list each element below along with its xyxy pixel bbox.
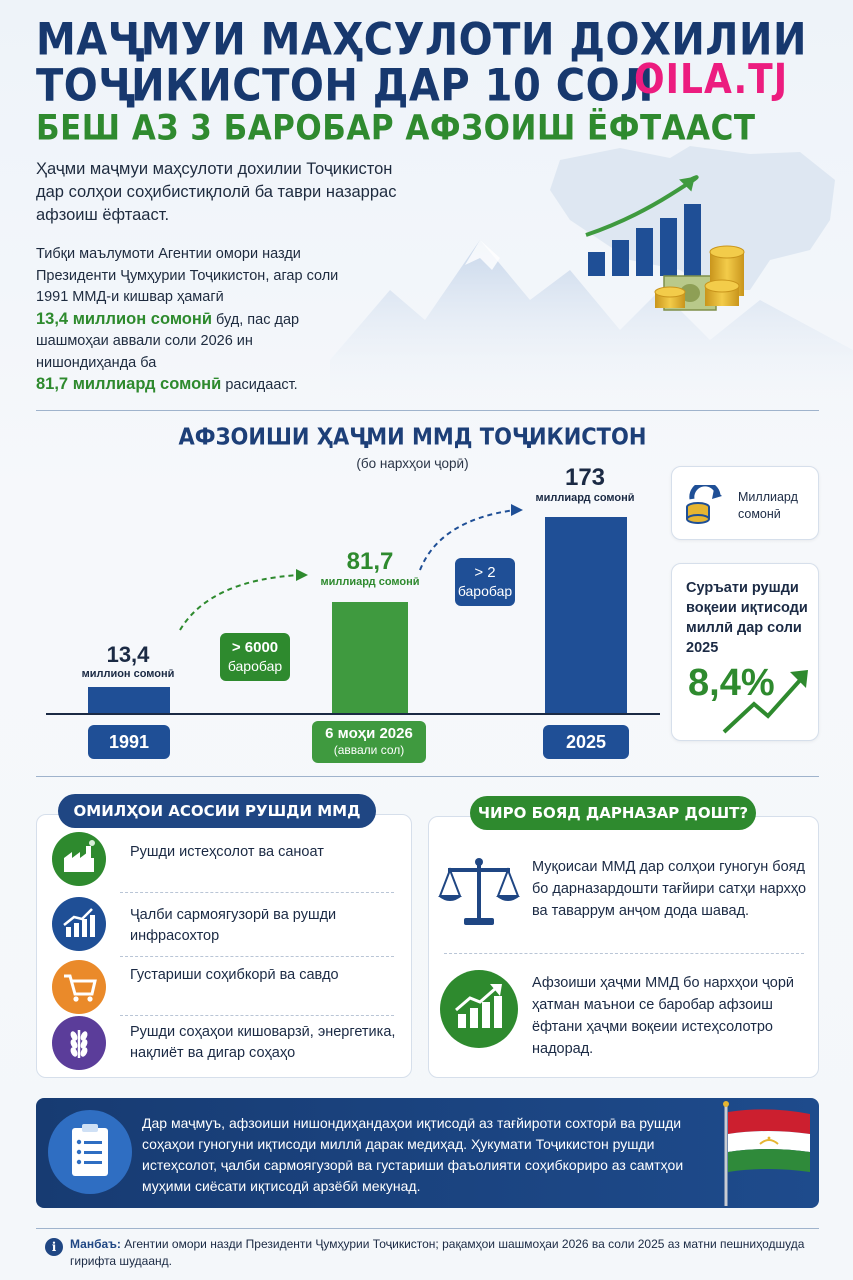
bar-label-group-2025 xyxy=(525,464,645,504)
page-subtitle: БЕШ АЗ 3 БАРОБАР АФЗОИШ ЁФТААСТ xyxy=(36,108,756,149)
growth-arrow-1 xyxy=(180,575,300,630)
bar-unit-label: миллион сомонӣ xyxy=(81,668,175,680)
highlight-2026-value: 81,7 миллиард сомонӣ xyxy=(36,375,222,393)
clipboard-icon xyxy=(48,1110,132,1194)
why-title: ЧИРО БОЯД ДАРНАЗАР ДОШТ? xyxy=(470,796,756,830)
chart-baseline xyxy=(46,713,660,715)
page-title-line2: ТОҶИКИСТОН ДАР 10 СОЛ xyxy=(36,60,654,112)
legend-card xyxy=(671,466,819,540)
bar-value-label: 81,7 xyxy=(346,548,394,575)
chart-bar-1991 xyxy=(88,687,170,713)
factor-label: Рушди соҳаҳои кишоварзӣ, энергетика, нақлиёт ва дигар соҳаҳо xyxy=(130,1024,396,1061)
source-text-part1: Тибқи маълумоти Агентии омори назди Президенти Ҷумҳурии Тоҷикистон, агар соли 1991 ММД-и кишвар ҳамагӣ xyxy=(36,246,339,305)
multiplier-word: баробар xyxy=(457,583,513,599)
multiplier-word: баробар xyxy=(227,658,283,674)
factor-label: Рушди истеҳсолот ва саноат xyxy=(130,844,324,860)
period-pill-2026 xyxy=(312,721,426,763)
source-text-part2: буд, пас дар шашмоҳаи аввали соли 2026 ин нишондиҳанда ба xyxy=(36,311,300,371)
highlight-1991-value: 13,4 миллион сомонӣ xyxy=(36,309,212,328)
summary-text: Дар маҷмуъ, афзоиши нишондиҳандаҳои иқтисодӣ аз тағйироти сохторӣ ва рушди соҳаҳои гуногуни иқтисоди миллӣ дарак медиҳад. Ҳукумати Тоҷикистон рушди истеҳсолот, ҷалби сармоягузорӣ ва густариши фаъолияти соҳибкориро аз самтҳои муҳими сиёсати иқтисодӣ арзёбӣ мекунад. xyxy=(142,1115,684,1194)
scales-icon xyxy=(436,852,522,932)
period-label: 6 моҳи 2026 xyxy=(325,725,413,742)
multiplier-value: > 6000 xyxy=(231,639,279,656)
footer-source-text: Агентии омори назди Президенти Ҷумҳурии Тоҷикистон; рақамҳои шашмоҳаи 2026 ва соли 2025 аз матни пешниҳодшуда гирифта шудаанд. xyxy=(70,1237,805,1268)
why-text-2: Афзоиши ҳаҷми ММД бо нархҳои ҷорӣ ҳатман маънои се баробар афзоиш ёфтани ҳаҷми воқеии истеҳсолотро надорад. xyxy=(532,975,794,1057)
multiplier-badge-6000 xyxy=(220,633,290,681)
info-icon: i xyxy=(45,1238,63,1256)
source-text-part3: расидааст. xyxy=(225,377,298,393)
growth-rate-value: 8,4% xyxy=(688,662,775,704)
bar-value-label: 173 xyxy=(564,464,606,491)
factors-title: ОМИЛҲОИ АСОСИИ РУШДИ ММД xyxy=(58,794,376,828)
why-separator xyxy=(444,953,804,954)
growth-rate-label: Суръати рушди воқеии иқтисоди миллӣ дар соли 2025 xyxy=(686,580,808,656)
cart-icon xyxy=(52,960,106,1014)
period-sublabel: (аввали сол) xyxy=(333,743,405,757)
section-divider-middle xyxy=(36,776,819,777)
factory-icon xyxy=(52,832,106,886)
why-text-1: Муқоисаи ММД дар солҳои гуногун бояд бо дарназардошти тағйири сатҳи нархҳо ва таваррум анҷом дода шавад. xyxy=(532,859,807,919)
factor-separator xyxy=(120,1015,394,1016)
period-pill-1991: 1991 xyxy=(88,725,170,759)
intro-paragraph: Ҳаҷми маҷмуи маҳсулоти дохилии Тоҷикистон дар солҳои соҳибистиқлолӣ ба таври назаррас афзоиш ёфтааст. xyxy=(36,160,397,224)
growth-chart-icon xyxy=(440,970,518,1048)
factor-label: Ҷалби сармоягузорӣ ва рушди инфрасохтор xyxy=(130,907,337,944)
bar-value-label: 13,4 xyxy=(106,642,150,667)
source-paragraph xyxy=(36,244,356,397)
coin-stack-icon xyxy=(684,485,728,525)
factor-separator xyxy=(120,892,394,893)
bar-growth-icon xyxy=(52,897,106,951)
trend-arrow-icon xyxy=(720,664,812,736)
period-pill-2025: 2025 xyxy=(543,725,629,759)
factor-label: Густариши соҳибкорӣ ва савдо xyxy=(130,967,339,983)
bar-unit-label: миллиард сомонӣ xyxy=(320,576,420,588)
wheat-icon xyxy=(52,1016,106,1070)
growth-arrow-2 xyxy=(420,510,515,570)
bar-unit-label: миллиард сомонӣ xyxy=(535,492,635,504)
footer-source-label: Манбаъ: xyxy=(70,1237,121,1251)
factor-separator xyxy=(120,956,394,957)
brand-logo[interactable]: OILA.TJ xyxy=(634,56,789,104)
legend-label: Миллиард сомонӣ xyxy=(738,490,798,521)
page-title-line1: МАҶМУИ МАҲСУЛОТИ ДОХИЛИИ xyxy=(36,14,807,66)
bar-label-group-1991 xyxy=(78,642,178,680)
multiplier-value: > 2 xyxy=(474,564,496,581)
growth-rate-card xyxy=(671,563,819,741)
footer-source xyxy=(70,1236,810,1270)
growth-arrows xyxy=(170,490,530,640)
chart-bar-2025 xyxy=(545,517,627,713)
chart-subtitle: (бо нархҳои ҷорӣ) xyxy=(356,456,469,471)
chart-title: АФЗОИШИ ҲАҶМИ ММД ТОҶИКИСТОН xyxy=(178,423,647,451)
footer-divider xyxy=(36,1228,819,1229)
section-divider-top xyxy=(36,410,819,411)
tajikistan-flag-icon xyxy=(718,1100,814,1206)
